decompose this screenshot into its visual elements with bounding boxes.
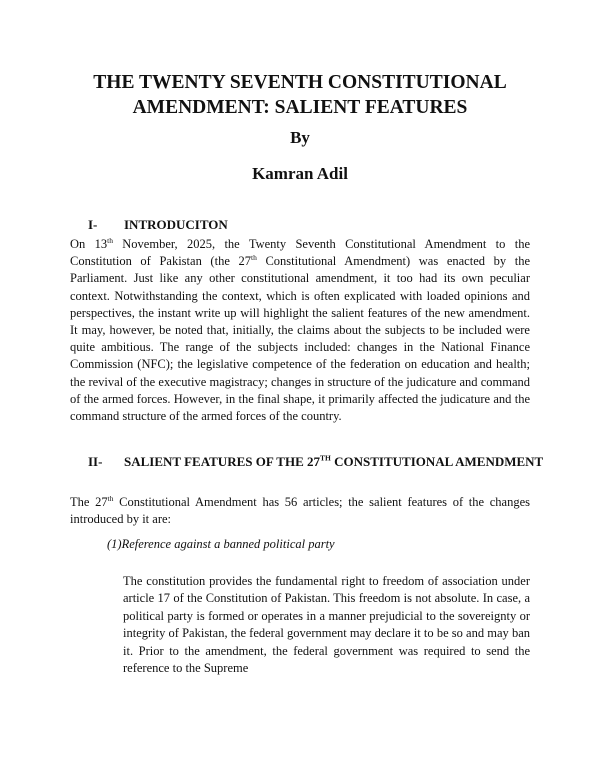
section2-text-b: Constitutional Amendment has 56 articles; the salient features of the changes introduced by it are: [70, 495, 530, 527]
introduction-paragraph [70, 236, 530, 425]
title-line-1: THE TWENTY SEVENTH CONSTITUTIONAL [93, 72, 507, 93]
subsection-heading-reference: (1)Reference against a banned political party [107, 537, 335, 551]
section-number: II- [88, 454, 103, 469]
title-line-2: AMENDMENT: SALIENT FEATURES [132, 97, 468, 118]
section-title: INTRODUCITON [124, 217, 228, 232]
section2-heading-b: CONSTITUTIONAL AMENDMENT [330, 454, 544, 469]
subsection-paragraph: The constitution provides the fundamental right to freedom of association under article 17 of the Constitution of Pakistan. This freedom is not absolute. In case, a political party is formed or operates in a manner prejudicial to the sovereignty or integrity of Pakistan, the federal government may declare it to be so and may ban it. Prior to the amendment, the federal government was required to send the reference to the Supreme [123, 574, 530, 676]
section2-text-a: The 27 [70, 495, 108, 509]
section-number: I- [88, 217, 98, 232]
section2-heading-sup: TH [320, 453, 331, 463]
salient-features-paragraph [70, 494, 530, 528]
section-title [124, 453, 544, 471]
section2-heading-a: SALIENT FEATURES OF THE 27 [124, 454, 321, 469]
intro-text-b: November, 2025, the Twenty Seventh Constitutional Amendment to the Constitution of Pakistan (the 27 [70, 237, 530, 269]
document-title [40, 70, 560, 120]
intro-sup-2: th [250, 253, 257, 263]
section2-sup: th [107, 493, 114, 503]
author-name: Kamran Adil [252, 164, 348, 183]
intro-text-a: On 13 [70, 237, 108, 251]
intro-text-c: Constitutional Amendment) was enacted by the Parliament. Just like any other constitutional amendment, it too had its own peculiar context. Notwithstanding the context, which is often explicated with loaded opinions and perspectives, the instant write up will highlight the salient features of the new amendment. It may, however, be noted that, initially, the claims about the subjects to be included were quite ambitious. The range of the subjects included: changes in the National Finance Commission (NFC); the legislative competence of the federation on education and health; the revival of the executive magistracy; changes in structure of the judicature and command of the armed forces. However, in the final shape, it primarily affected the judicature and the command structure of the armed forces of the country. [70, 254, 530, 424]
intro-sup-1: th [107, 235, 113, 245]
byline-by: By [290, 128, 310, 147]
